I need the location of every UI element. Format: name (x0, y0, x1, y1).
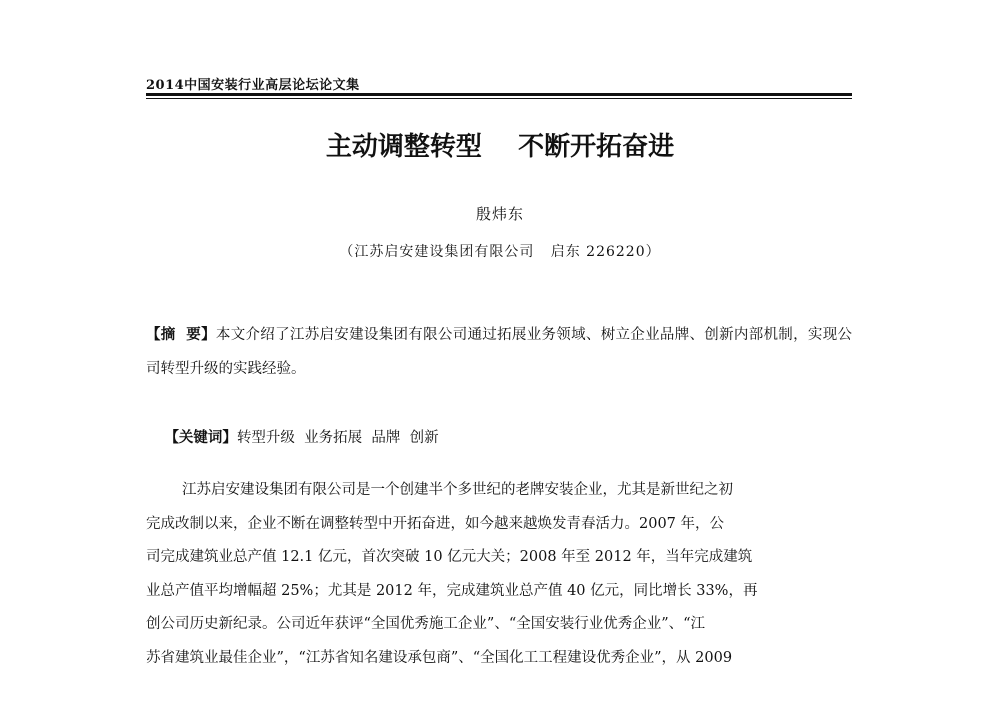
body-line: 创公司历史新纪录。公司近年获评“全国优秀施工企业”、“全国安装行业优秀企业”、“江 (146, 616, 706, 632)
keywords-label: 【关键词】 (164, 430, 237, 446)
abstract (146, 318, 852, 386)
body-line: 业总产值平均增幅超 25%；尤其是 2012 年，完成建筑业总产值 40 亿元，同比增长 33%，再 (146, 582, 758, 599)
abstract-text: 本文介绍了江苏启安建设集团有限公司通过拓展业务领域、树立企业品牌、创新内部机制，实现公司转型升级的实践经验。 (146, 327, 852, 377)
article-affiliation: （江苏启安建设集团有限公司 启东 226220） (339, 244, 661, 260)
article-author: 殷炜东 (475, 205, 524, 223)
body-line: 苏省建筑业最佳企业”，“江苏省知名建设承包商”、“全国化工工程建设优秀企业”，从 2009 (146, 649, 733, 666)
article-title: 主动调整转型 不断开拓奋进 (325, 132, 675, 162)
header-rule-thin (146, 98, 852, 99)
header-rule-thick (146, 93, 852, 96)
body-paragraph (146, 474, 854, 675)
abstract-label: 【摘 要】 (146, 327, 216, 343)
keywords-text: 转型升级 业务拓展 品牌 创新 (236, 430, 439, 446)
body-line: 司完成建筑业总产值 12.1 亿元，首次突破 10 亿元大关；2008 年至 2012 年，当年完成建筑 (146, 549, 753, 565)
running-header: 2014中国安装行业高层论坛论文集 (146, 78, 360, 93)
keywords (146, 396, 852, 480)
body-line: 江苏启安建设集团有限公司是一个创建半个多世纪的老牌安装企业，尤其是新世纪之初 (182, 482, 733, 498)
body-line: 完成改制以来，企业不断在调整转型中开拓奋进，如今越来越焕发青春活力。2007 年，公 (146, 515, 725, 532)
